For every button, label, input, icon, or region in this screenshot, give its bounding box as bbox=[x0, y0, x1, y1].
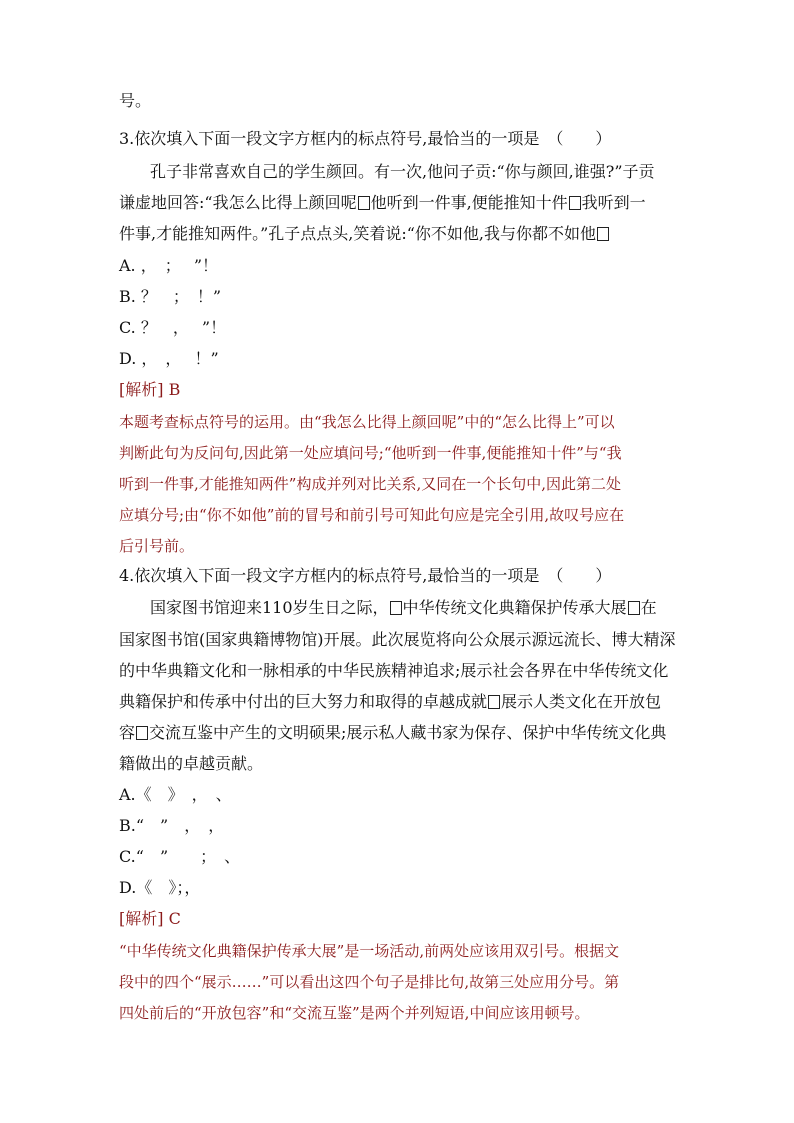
passage-line: 典籍保护和传承中付出的巨大努力和取得的卓越成就 展示人类文化在开放包 bbox=[119, 692, 662, 711]
answer-letter: C bbox=[168, 909, 181, 928]
analysis-heading: [解析] B bbox=[119, 380, 181, 399]
option-d: D.《 》；， bbox=[119, 878, 201, 897]
passage-line: 容 交流互鉴中产生的文明硕果;展示私人藏书家为保存、保护中华传统文化典 bbox=[119, 723, 667, 742]
analysis-line: 四处前后的“开放包容”和“交流互鉴”是两个并列短语,中间应该用顿号。 bbox=[119, 1004, 590, 1022]
passage-line: 件事,才能推知两件。”孔子点点头,笑着说:“你不如他,我与你都不如他 bbox=[119, 224, 610, 244]
answer-letter: B bbox=[168, 380, 181, 399]
analysis-line: 本题考查标点符号的运用。由“我怎么比得上颜回呢”中的“怎么比得上”可以 bbox=[119, 413, 615, 431]
blank-box-icon bbox=[358, 196, 370, 210]
analysis-line: 听到一件事,才能推知两件”构成并列对比关系,又同在一个长句中,因此第二处 bbox=[119, 475, 621, 493]
analysis-line: 后引号前。 bbox=[119, 537, 195, 555]
blank-box-icon bbox=[136, 726, 148, 740]
passage-line: 谦虚地回答:“我怎么比得上颜回呢 他听到一件事,便能推知十件 我听到一 bbox=[119, 193, 646, 212]
continuation-text: 号。 bbox=[119, 91, 152, 110]
analysis-line: 判断此句为反问句,因此第一处应填问号;“他听到一件事,便能推知十件”与“我 bbox=[119, 444, 622, 462]
analysis-line: “中华传统文化典籍保护传承大展”是一场活动,前两处应该用双引号。根据文 bbox=[119, 942, 620, 960]
option-a: A.《 》 ， 、 bbox=[119, 785, 232, 804]
passage-line: 的中华典籍文化和一脉相承的中华民族精神追求;展示社会各界在中华传统文化 bbox=[119, 661, 669, 680]
option-c: C. ？ ， ”！ bbox=[119, 318, 227, 337]
passage-line: 国家图书馆迎来110岁生日之际， 中华传统文化典籍保护传承大展 在 bbox=[150, 598, 657, 617]
option-d: D. ， ， ！” bbox=[119, 349, 219, 368]
option-a: A. ， ； ”！ bbox=[119, 256, 218, 275]
analysis-line: 应填分号;由“你不如他”前的冒号和前引号可知此句应是完全引用,故叹号应在 bbox=[119, 506, 625, 524]
question-stem: 3.依次填入下面一段文字方框内的标点符号,最恰当的一项是 （ ） bbox=[119, 129, 612, 148]
analysis-line: 段中的四个“展示……”可以看出这四个句子是排比句,故第三处应用分号。第 bbox=[119, 973, 620, 991]
option-c: C.“ ” ； 、 bbox=[119, 847, 241, 866]
passage-line: 籍做出的卓越贡献。 bbox=[119, 754, 264, 773]
blank-box-icon bbox=[597, 227, 609, 241]
passage-line: 国家图书馆(国家典籍博物馆)开展。此次展览将向公众展示源远流长、博大精深 bbox=[119, 630, 676, 649]
question-stem: 4.依次填入下面一段文字方框内的标点符号,最恰当的一项是 （ ） bbox=[119, 566, 612, 585]
blank-box-icon bbox=[390, 601, 402, 615]
blank-box-icon bbox=[628, 601, 640, 615]
blank-box-icon bbox=[569, 196, 581, 210]
passage-line: 孔子非常喜欢自己的学生颜回。有一次,他问子贡:“你与颜回,谁强?”子贡 bbox=[150, 162, 655, 181]
option-b: B.“ ” ， ， bbox=[119, 816, 225, 835]
analysis-heading: [解析] C bbox=[119, 909, 181, 928]
blank-box-icon bbox=[488, 695, 500, 709]
option-b: B. ？ ； ！” bbox=[119, 287, 222, 306]
